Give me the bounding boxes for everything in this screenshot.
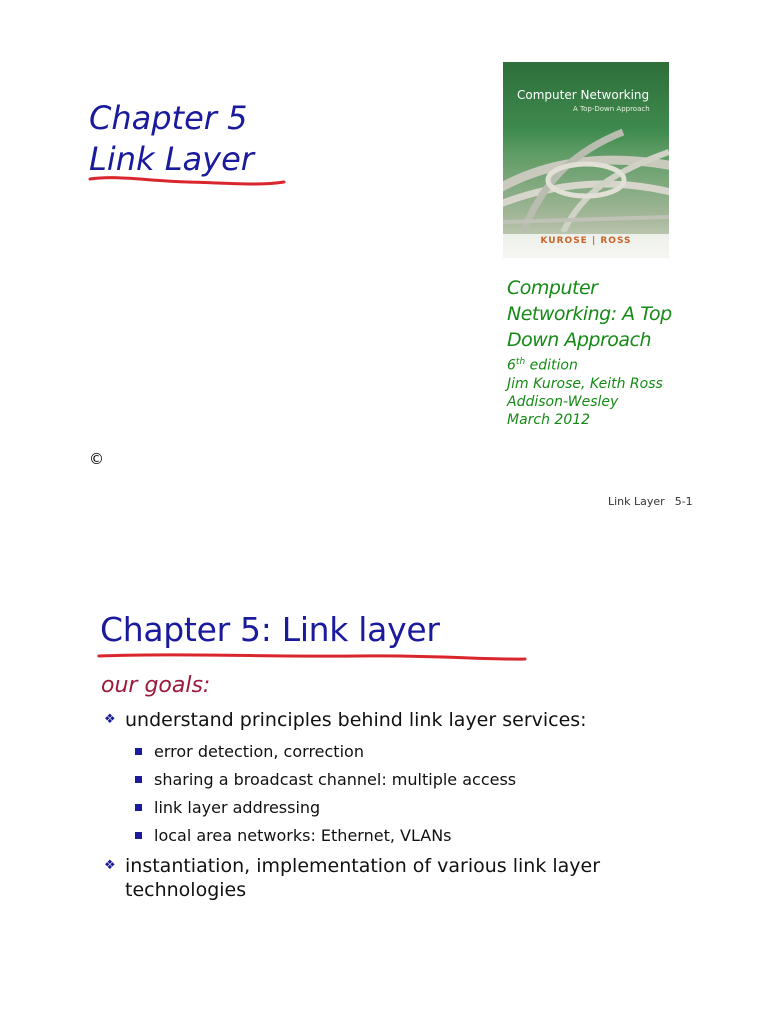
square-bullet-icon bbox=[135, 832, 142, 839]
edition-word: edition bbox=[525, 357, 578, 374]
slide1-title bbox=[89, 98, 254, 180]
diamond-bullet-icon: ❖ bbox=[104, 858, 116, 873]
citation-line-3: Down Approach bbox=[507, 329, 652, 351]
diamond-bullet-icon: ❖ bbox=[104, 712, 116, 727]
copyright-symbol: © bbox=[89, 450, 104, 468]
sub-bullet-item bbox=[101, 794, 721, 822]
sub-bullet-list bbox=[101, 738, 721, 850]
bullet-text: instantiation, implementation of various link layer technologies bbox=[125, 855, 601, 901]
sub-bullet-text: sharing a broadcast channel: multiple access bbox=[154, 770, 517, 789]
title-underline bbox=[88, 172, 288, 192]
edition-number: 6 bbox=[507, 357, 516, 374]
sub-bullet-item bbox=[101, 738, 721, 766]
goals-heading: our goals: bbox=[101, 673, 211, 698]
slide1-footer bbox=[608, 495, 693, 508]
square-bullet-icon bbox=[135, 776, 142, 783]
footer-label: Link Layer bbox=[608, 495, 665, 508]
sub-bullet-item bbox=[101, 822, 721, 850]
sub-bullet-text: link layer addressing bbox=[154, 798, 321, 817]
title-underline bbox=[97, 650, 529, 666]
book-title: Computer Networking bbox=[517, 88, 650, 102]
citation-line-2: Networking: A Top bbox=[507, 303, 672, 325]
bullet-text: understand principles behind link layer services: bbox=[125, 709, 587, 731]
slide-2 bbox=[0, 560, 768, 1024]
sub-bullet-item bbox=[101, 766, 721, 794]
bullet-item bbox=[101, 708, 721, 732]
book-citation bbox=[507, 275, 672, 429]
goals-list bbox=[101, 708, 721, 902]
square-bullet-icon bbox=[135, 804, 142, 811]
highway-interchange-image bbox=[503, 122, 669, 232]
citation-publisher: Addison-Wesley bbox=[507, 393, 619, 410]
square-bullet-icon bbox=[135, 748, 142, 755]
slide2-title: Chapter 5: Link layer bbox=[100, 610, 440, 649]
citation-edition bbox=[507, 353, 672, 375]
book-subtitle: A Top-Down Approach bbox=[573, 105, 650, 113]
book-cover bbox=[503, 62, 669, 258]
sub-bullet-text: error detection, correction bbox=[154, 742, 364, 761]
citation-line-1: Computer bbox=[507, 277, 598, 299]
sub-bullet-text: local area networks: Ethernet, VLANs bbox=[154, 826, 452, 845]
edition-suffix: th bbox=[515, 357, 526, 367]
title-line-1: Chapter 5 bbox=[89, 99, 248, 137]
book-authors: KUROSE | ROSS bbox=[540, 236, 632, 246]
citation-date: March 2012 bbox=[507, 411, 591, 428]
citation-authors: Jim Kurose, Keith Ross bbox=[507, 375, 663, 392]
footer-page-number: 5-1 bbox=[674, 495, 693, 508]
bullet-item bbox=[101, 854, 721, 902]
title-line-2: Link Layer bbox=[89, 140, 254, 178]
